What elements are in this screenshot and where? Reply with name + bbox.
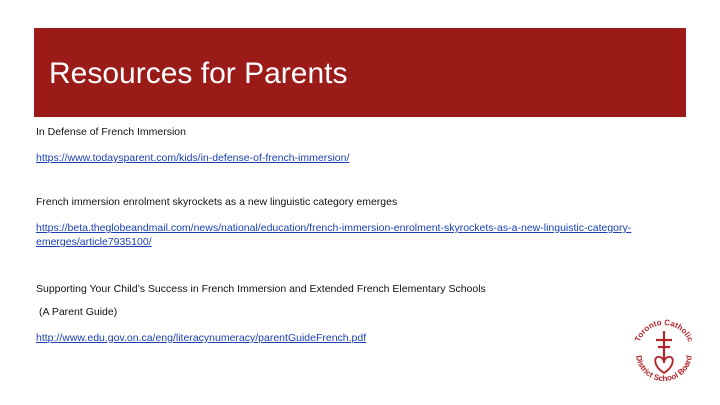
resource-subtitle-3: (A Parent Guide) — [39, 306, 118, 318]
resource-link-3[interactable]: http://www.edu.gov.on.ca/eng/literacynumeracy/parentGuideFrench.pdf — [36, 332, 367, 344]
cross-and-heart-seal-icon — [655, 331, 673, 373]
resource-title-1: In Defense of French Immersion — [36, 126, 186, 138]
resource-link-1[interactable]: https://www.todaysparent.com/kids/in-defense-of-french-immersion/ — [36, 152, 350, 164]
logo-text-bottom: District School Board — [634, 354, 694, 384]
title-banner — [34, 28, 686, 117]
page-title: Resources for Parents — [49, 57, 348, 90]
resource-title-3: Supporting Your Child’s Success in French Immersion and Extended French Elementary Schools — [36, 283, 486, 295]
logo-text-top: Toronto Catholic — [633, 317, 695, 344]
resource-link-2[interactable]: https://beta.theglobeandmail.com/news/national/education/french-immersion-enrolment-skyrockets-as-a-new-linguistic-category-emerges/article7935100/ — [36, 222, 632, 248]
resource-title-2: French immersion enrolment skyrockets as a new linguistic category emerges — [36, 196, 398, 208]
school-board-logo — [630, 307, 698, 393]
